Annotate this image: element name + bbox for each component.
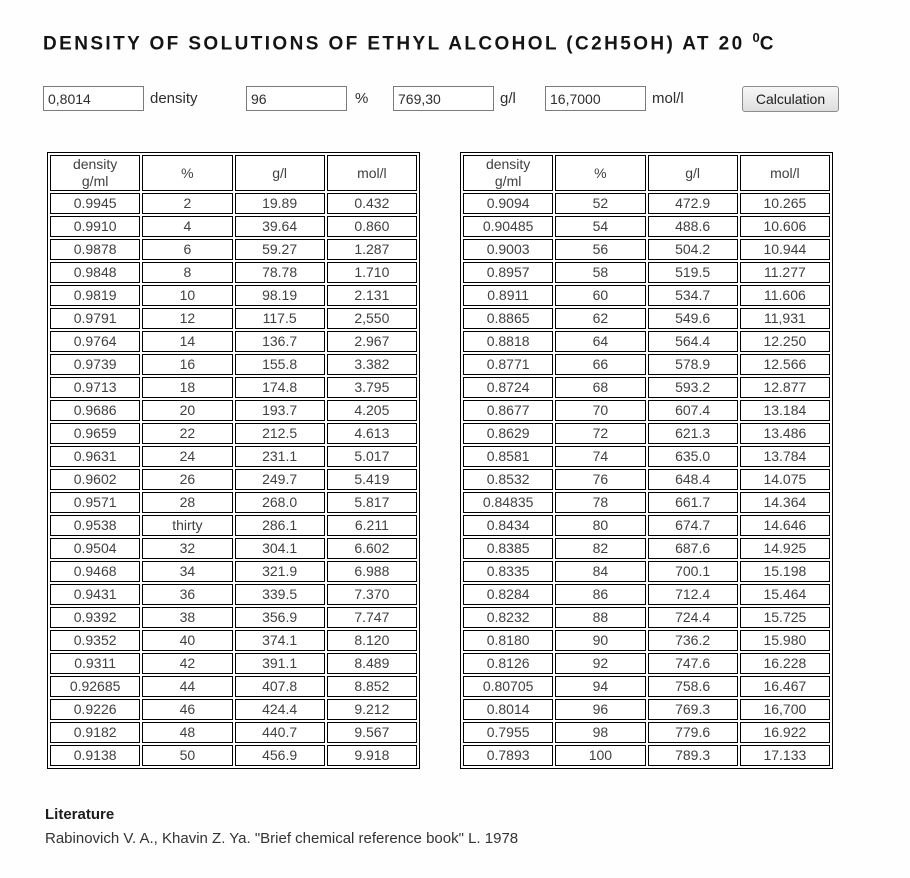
table-cell: 58: [555, 262, 645, 283]
column-header: %: [142, 155, 232, 191]
literature-heading: Literature: [45, 806, 115, 823]
table-cell: 10: [142, 285, 232, 306]
table-cell: 0.9311: [50, 653, 140, 674]
table-cell: 5.817: [327, 492, 417, 513]
table-cell: 3.382: [327, 354, 417, 375]
table-row: [50, 285, 417, 306]
literature-section: [45, 806, 518, 847]
table-row: [50, 607, 417, 628]
table-row: [50, 354, 417, 375]
table-cell: 0.8865: [463, 308, 553, 329]
page-title-text: DENSITY OF SOLUTIONS OF ETHYL ALCOHOL (C2H5OH) AT 20: [43, 33, 745, 55]
table-cell: 44: [142, 676, 232, 697]
table-cell: 14.646: [740, 515, 830, 536]
table-cell: 78: [555, 492, 645, 513]
table-cell: 0.92685: [50, 676, 140, 697]
table-cell: 39.64: [235, 216, 325, 237]
table-cell: 736.2: [648, 630, 738, 651]
table-cell: 80: [555, 515, 645, 536]
table-cell: 0.9003: [463, 239, 553, 260]
table-row: [463, 262, 830, 283]
density-table-right: [460, 152, 833, 769]
table-cell: 0.9848: [50, 262, 140, 283]
table-cell: 648.4: [648, 469, 738, 490]
table-row: [463, 653, 830, 674]
column-header: density g/ml: [463, 155, 553, 191]
table-cell: 6.211: [327, 515, 417, 536]
table-cell: 0.9602: [50, 469, 140, 490]
table-cell: 0.8126: [463, 653, 553, 674]
table-cell: 64: [555, 331, 645, 352]
table-cell: 621.3: [648, 423, 738, 444]
table-cell: 0.9571: [50, 492, 140, 513]
table-cell: 16,700: [740, 699, 830, 720]
table-cell: 687.6: [648, 538, 738, 559]
table-cell: 16.228: [740, 653, 830, 674]
column-header: mol/l: [327, 155, 417, 191]
table-cell: 78.78: [235, 262, 325, 283]
table-cell: 88: [555, 607, 645, 628]
table-cell: 564.4: [648, 331, 738, 352]
table-cell: 13.184: [740, 400, 830, 421]
table-cell: 8: [142, 262, 232, 283]
table-cell: 712.4: [648, 584, 738, 605]
table-cell: 0.8629: [463, 423, 553, 444]
table-cell: 769.3: [648, 699, 738, 720]
table-cell: 0.8284: [463, 584, 553, 605]
table-cell: 11.606: [740, 285, 830, 306]
table-cell: 9.918: [327, 745, 417, 766]
table-row: [463, 216, 830, 237]
table-cell: 17.133: [740, 745, 830, 766]
table-cell: 0.9504: [50, 538, 140, 559]
table-cell: 0.8581: [463, 446, 553, 467]
table-row: [463, 469, 830, 490]
table-cell: 59.27: [235, 239, 325, 260]
table-cell: 0.8818: [463, 331, 553, 352]
table-cell: 0.9910: [50, 216, 140, 237]
table-cell: 0.9713: [50, 377, 140, 398]
table-cell: 11.277: [740, 262, 830, 283]
table-row: [50, 630, 417, 651]
table-cell: 193.7: [235, 400, 325, 421]
table-cell: 0.432: [327, 193, 417, 214]
table-cell: 0.9764: [50, 331, 140, 352]
table-cell: 0.8335: [463, 561, 553, 582]
table-cell: 7.747: [327, 607, 417, 628]
moles-per-liter-input[interactable]: [545, 86, 646, 111]
table-row: [50, 331, 417, 352]
table-cell: 286.1: [235, 515, 325, 536]
table-cell: 1.287: [327, 239, 417, 260]
table-cell: 0.8180: [463, 630, 553, 651]
table-cell: 0.8957: [463, 262, 553, 283]
table-row: [463, 492, 830, 513]
table-cell: 10.265: [740, 193, 830, 214]
temperature-unit: C: [759, 33, 774, 55]
table-cell: 14.075: [740, 469, 830, 490]
table-cell: 519.5: [648, 262, 738, 283]
table-cell: 0.9631: [50, 446, 140, 467]
table-cell: 0.9945: [50, 193, 140, 214]
table-cell: 18: [142, 377, 232, 398]
table-cell: 472.9: [648, 193, 738, 214]
table-row: [50, 653, 417, 674]
percent-input[interactable]: [246, 86, 347, 111]
table-row: [50, 538, 417, 559]
table-row: [50, 676, 417, 697]
table-cell: 94: [555, 676, 645, 697]
table-cell: 488.6: [648, 216, 738, 237]
table-cell: 15.464: [740, 584, 830, 605]
table-cell: 40: [142, 630, 232, 651]
density-label: density: [150, 90, 198, 107]
table-cell: 90: [555, 630, 645, 651]
table-cell: 0.9468: [50, 561, 140, 582]
table-cell: 66: [555, 354, 645, 375]
table-cell: 15.198: [740, 561, 830, 582]
table-cell: 0.84835: [463, 492, 553, 513]
table-cell: 13.784: [740, 446, 830, 467]
table-cell: 2,550: [327, 308, 417, 329]
table-cell: 12.877: [740, 377, 830, 398]
density-tables: [47, 152, 833, 769]
calculator-form: [0, 86, 910, 116]
grams-per-liter-label: g/l: [500, 90, 516, 107]
table-cell: 724.4: [648, 607, 738, 628]
table-cell: 98.19: [235, 285, 325, 306]
table-cell: 0.9791: [50, 308, 140, 329]
table-cell: 19.89: [235, 193, 325, 214]
table-row: [50, 492, 417, 513]
table-cell: 607.4: [648, 400, 738, 421]
table-row: [50, 722, 417, 743]
table-cell: 440.7: [235, 722, 325, 743]
table-cell: 72: [555, 423, 645, 444]
table-cell: 14.925: [740, 538, 830, 559]
table-cell: 48: [142, 722, 232, 743]
table-cell: 14.364: [740, 492, 830, 513]
table-cell: 5.419: [327, 469, 417, 490]
table-cell: 0.8724: [463, 377, 553, 398]
table-cell: 0.8771: [463, 354, 553, 375]
moles-per-liter-label: mol/l: [652, 90, 684, 107]
table-cell: 14: [142, 331, 232, 352]
table-row: [50, 699, 417, 720]
table-cell: 661.7: [648, 492, 738, 513]
table-cell: thirty: [142, 515, 232, 536]
table-row: [463, 400, 830, 421]
table-row: [50, 239, 417, 260]
table-row: [463, 722, 830, 743]
table-cell: 5.017: [327, 446, 417, 467]
table-row: [50, 469, 417, 490]
table-row: [463, 699, 830, 720]
table-cell: 0.9094: [463, 193, 553, 214]
table-cell: 10.606: [740, 216, 830, 237]
table-cell: 98: [555, 722, 645, 743]
table-cell: 0.9686: [50, 400, 140, 421]
column-header: density g/ml: [50, 155, 140, 191]
table-cell: 84: [555, 561, 645, 582]
table-cell: 0.9138: [50, 745, 140, 766]
table-cell: 4.613: [327, 423, 417, 444]
table-cell: 0.860: [327, 216, 417, 237]
table-row: [50, 193, 417, 214]
table-cell: 26: [142, 469, 232, 490]
table-cell: 374.1: [235, 630, 325, 651]
table-cell: 0.8385: [463, 538, 553, 559]
table-cell: 0.9431: [50, 584, 140, 605]
density-table-left: [47, 152, 420, 769]
table-row: [50, 584, 417, 605]
table-cell: 82: [555, 538, 645, 559]
table-cell: 407.8: [235, 676, 325, 697]
calculation-button[interactable]: Calculation: [742, 86, 839, 112]
table-cell: 4: [142, 216, 232, 237]
table-cell: 68: [555, 377, 645, 398]
page-title: [43, 30, 774, 55]
table-cell: 46: [142, 699, 232, 720]
table-cell: 231.1: [235, 446, 325, 467]
table-cell: 789.3: [648, 745, 738, 766]
table-cell: 22: [142, 423, 232, 444]
table-row: [463, 285, 830, 306]
table-cell: 4.205: [327, 400, 417, 421]
table-cell: 0.7955: [463, 722, 553, 743]
table-cell: 15.725: [740, 607, 830, 628]
table-cell: 0.9392: [50, 607, 140, 628]
table-row: [50, 262, 417, 283]
table-cell: 0.9659: [50, 423, 140, 444]
table-row: [463, 630, 830, 651]
table-row: [463, 515, 830, 536]
table-cell: 76: [555, 469, 645, 490]
table-row: [463, 423, 830, 444]
table-cell: 34: [142, 561, 232, 582]
table-cell: 15.980: [740, 630, 830, 651]
table-cell: 20: [142, 400, 232, 421]
table-cell: 0.8232: [463, 607, 553, 628]
degree-superscript: 0: [752, 30, 760, 45]
table-cell: 2.967: [327, 331, 417, 352]
table-row: [463, 676, 830, 697]
table-cell: 96: [555, 699, 645, 720]
table-cell: 9.567: [327, 722, 417, 743]
table-cell: 32: [142, 538, 232, 559]
table-row: [463, 538, 830, 559]
column-header: mol/l: [740, 155, 830, 191]
table-header-row: [50, 155, 417, 191]
table-cell: 1.710: [327, 262, 417, 283]
table-row: [50, 423, 417, 444]
table-cell: 549.6: [648, 308, 738, 329]
table-cell: 593.2: [648, 377, 738, 398]
table-cell: 24: [142, 446, 232, 467]
table-row: [50, 400, 417, 421]
table-cell: 8.852: [327, 676, 417, 697]
table-cell: 779.6: [648, 722, 738, 743]
table-cell: 321.9: [235, 561, 325, 582]
table-cell: 6: [142, 239, 232, 260]
table-cell: 0.9538: [50, 515, 140, 536]
table-row: [463, 239, 830, 260]
table-cell: 6.602: [327, 538, 417, 559]
table-row: [50, 745, 417, 766]
table-cell: 0.9352: [50, 630, 140, 651]
table-cell: 356.9: [235, 607, 325, 628]
table-cell: 456.9: [235, 745, 325, 766]
table-cell: 62: [555, 308, 645, 329]
column-header: %: [555, 155, 645, 191]
table-cell: 86: [555, 584, 645, 605]
table-cell: 16.922: [740, 722, 830, 743]
table-cell: 534.7: [648, 285, 738, 306]
table-cell: 12.566: [740, 354, 830, 375]
table-row: [463, 331, 830, 352]
table-cell: 2: [142, 193, 232, 214]
table-cell: 3.795: [327, 377, 417, 398]
table-cell: 100: [555, 745, 645, 766]
table-row: [463, 308, 830, 329]
table-cell: 0.9819: [50, 285, 140, 306]
table-row: [50, 446, 417, 467]
table-row: [463, 377, 830, 398]
table-cell: 74: [555, 446, 645, 467]
table-cell: 758.6: [648, 676, 738, 697]
table-cell: 54: [555, 216, 645, 237]
table-cell: 11,931: [740, 308, 830, 329]
table-cell: 8.120: [327, 630, 417, 651]
column-header: g/l: [648, 155, 738, 191]
table-row: [463, 446, 830, 467]
table-cell: 674.7: [648, 515, 738, 536]
table-cell: 0.8434: [463, 515, 553, 536]
table-cell: 36: [142, 584, 232, 605]
column-header: g/l: [235, 155, 325, 191]
table-row: [463, 193, 830, 214]
percent-label: %: [355, 90, 369, 107]
table-cell: 70: [555, 400, 645, 421]
grams-per-liter-input[interactable]: [393, 86, 494, 111]
table-cell: 0.8911: [463, 285, 553, 306]
table-row: [463, 607, 830, 628]
table-cell: 249.7: [235, 469, 325, 490]
table-cell: 13.486: [740, 423, 830, 444]
table-cell: 424.4: [235, 699, 325, 720]
table-row: [50, 308, 417, 329]
table-cell: 10.944: [740, 239, 830, 260]
table-cell: 52: [555, 193, 645, 214]
table-row: [50, 561, 417, 582]
table-row: [463, 584, 830, 605]
table-cell: 0.80705: [463, 676, 553, 697]
table-cell: 28: [142, 492, 232, 513]
table-cell: 0.8532: [463, 469, 553, 490]
table-cell: 0.9739: [50, 354, 140, 375]
table-cell: 136.7: [235, 331, 325, 352]
table-cell: 6.988: [327, 561, 417, 582]
table-cell: 0.9182: [50, 722, 140, 743]
table-cell: 60: [555, 285, 645, 306]
table-cell: 0.8014: [463, 699, 553, 720]
table-row: [50, 515, 417, 536]
table-cell: 12.250: [740, 331, 830, 352]
table-cell: 117.5: [235, 308, 325, 329]
table-row: [463, 354, 830, 375]
table-cell: 9.212: [327, 699, 417, 720]
table-row: [50, 377, 417, 398]
table-cell: 16: [142, 354, 232, 375]
table-cell: 700.1: [648, 561, 738, 582]
table-cell: 16.467: [740, 676, 830, 697]
table-cell: 0.9226: [50, 699, 140, 720]
table-header-row: [463, 155, 830, 191]
table-cell: 339.5: [235, 584, 325, 605]
table-cell: 304.1: [235, 538, 325, 559]
table-cell: 8.489: [327, 653, 417, 674]
table-cell: 635.0: [648, 446, 738, 467]
table-cell: 268.0: [235, 492, 325, 513]
table-cell: 504.2: [648, 239, 738, 260]
table-cell: 578.9: [648, 354, 738, 375]
table-cell: 2.131: [327, 285, 417, 306]
table-cell: 0.9878: [50, 239, 140, 260]
table-cell: 0.90485: [463, 216, 553, 237]
table-cell: 0.7893: [463, 745, 553, 766]
table-cell: 7.370: [327, 584, 417, 605]
density-input[interactable]: [43, 86, 144, 111]
table-cell: 50: [142, 745, 232, 766]
table-cell: 56: [555, 239, 645, 260]
table-cell: 38: [142, 607, 232, 628]
table-cell: 0.8677: [463, 400, 553, 421]
table-cell: 92: [555, 653, 645, 674]
table-cell: 12: [142, 308, 232, 329]
literature-reference: Rabinovich V. A., Khavin Z. Ya. "Brief chemical reference book" L. 1978: [45, 830, 519, 847]
table-cell: 747.6: [648, 653, 738, 674]
table-cell: 212.5: [235, 423, 325, 444]
table-row: [463, 561, 830, 582]
table-cell: 42: [142, 653, 232, 674]
table-row: [463, 745, 830, 766]
table-cell: 391.1: [235, 653, 325, 674]
table-cell: 155.8: [235, 354, 325, 375]
table-row: [50, 216, 417, 237]
table-cell: 174.8: [235, 377, 325, 398]
